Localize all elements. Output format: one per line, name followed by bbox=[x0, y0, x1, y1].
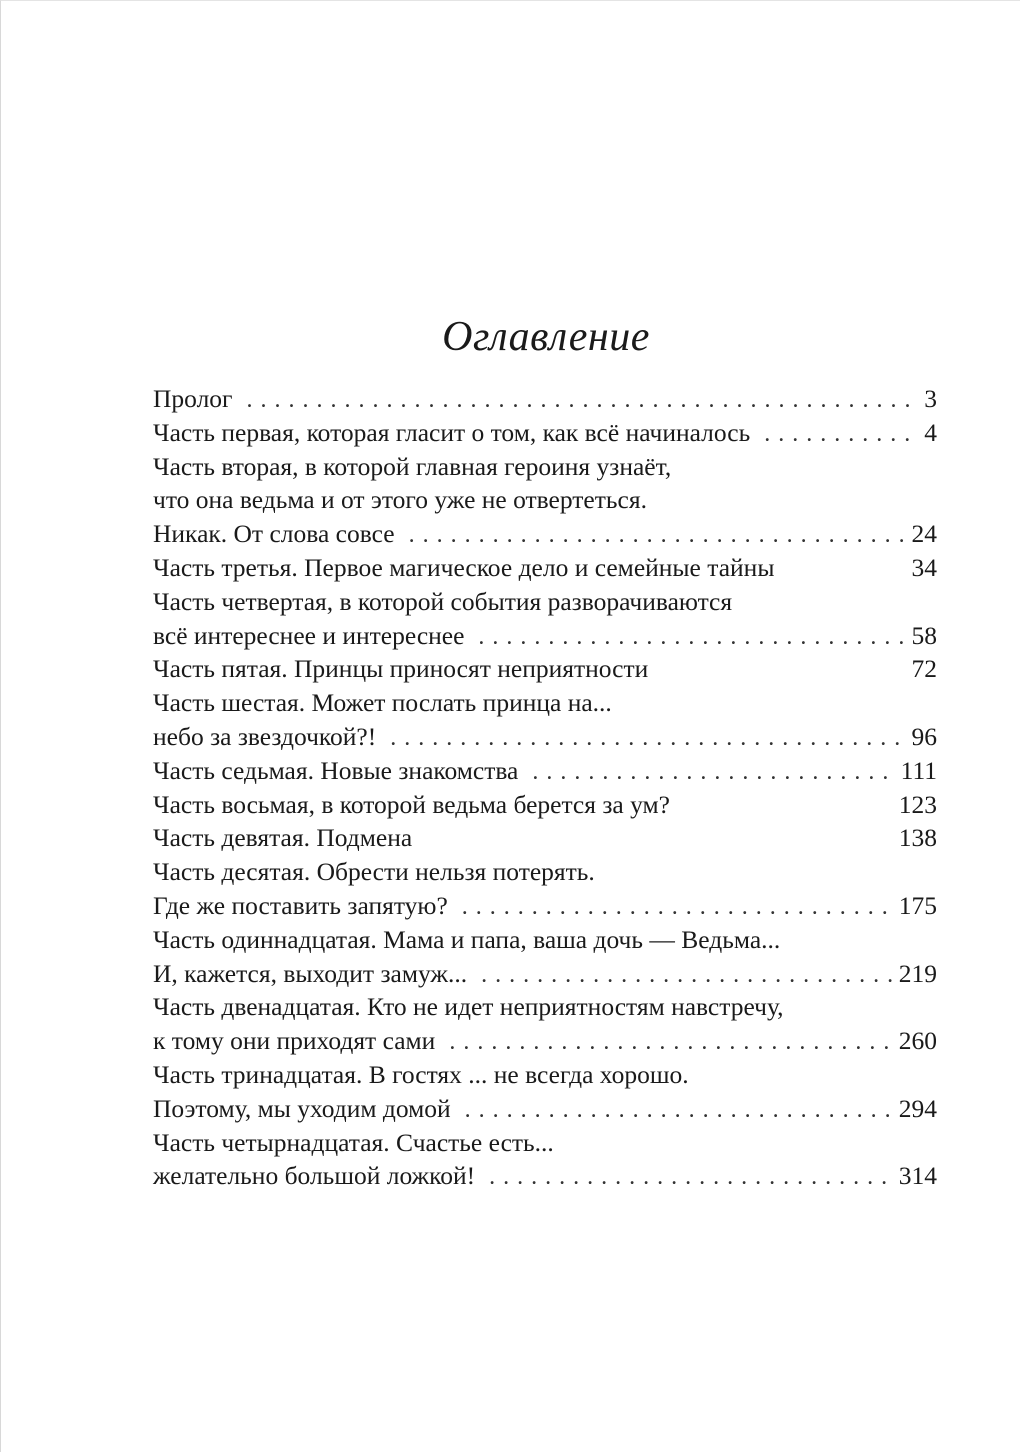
toc-list bbox=[153, 382, 937, 1193]
toc-entry-text: Часть шестая. Может послать принца на... bbox=[153, 688, 612, 718]
toc-page-number: 219 bbox=[898, 958, 937, 988]
toc-page-number: 314 bbox=[898, 1161, 937, 1191]
toc-line bbox=[153, 450, 937, 484]
toc-entry-text: желательно большой ложкой! bbox=[153, 1161, 476, 1191]
toc-page-number: 72 bbox=[911, 654, 937, 684]
toc-title: Оглавление bbox=[442, 314, 650, 360]
toc-entry-text: Поэтому, мы уходим домой bbox=[153, 1093, 451, 1123]
toc-entry-text: Часть первая, которая гласит о том, как всё начиналось bbox=[153, 417, 751, 447]
toc-page-number: 58 bbox=[911, 620, 937, 650]
dot-leader bbox=[465, 1094, 893, 1128]
toc-line bbox=[153, 1159, 937, 1193]
toc-page-number: 138 bbox=[898, 823, 937, 853]
dot-leader bbox=[449, 1026, 892, 1060]
toc-line bbox=[153, 652, 937, 686]
toc-entry-text: И, кажется, выходит замуж... bbox=[153, 958, 468, 988]
toc-entry-text: Часть пятая. Принцы приносят неприятности bbox=[153, 654, 649, 684]
dot-leader bbox=[489, 1161, 893, 1195]
toc-line bbox=[153, 990, 937, 1024]
toc-line bbox=[153, 619, 937, 653]
toc-line bbox=[153, 585, 937, 619]
toc-entry-text: Где же поставить запятую? bbox=[153, 890, 448, 920]
toc-entry-text: всё интереснее и интереснее bbox=[153, 620, 465, 650]
toc-line bbox=[153, 855, 937, 889]
dot-leader bbox=[390, 722, 905, 756]
toc-line bbox=[153, 754, 937, 788]
toc-page-number: 175 bbox=[898, 890, 937, 920]
toc-entry-text: Часть четырнадцатая. Счастье есть... bbox=[153, 1127, 554, 1157]
toc-line bbox=[153, 821, 937, 855]
toc-line bbox=[153, 686, 937, 720]
dot-leader bbox=[481, 959, 893, 993]
toc-line bbox=[153, 416, 937, 450]
toc-page-number: 3 bbox=[924, 384, 937, 413]
toc-page-number: 34 bbox=[911, 552, 937, 582]
toc-page-number: 294 bbox=[898, 1093, 937, 1123]
toc-page-number: 4 bbox=[924, 417, 937, 447]
toc-line bbox=[153, 1024, 937, 1058]
toc-entry-text: Часть третья. Первое магическое дело и семейные тайны bbox=[153, 552, 775, 582]
toc-page-number: 123 bbox=[898, 789, 937, 819]
dot-leader bbox=[247, 384, 919, 418]
toc-entry-text: Часть седьмая. Новые знакомства bbox=[153, 755, 519, 785]
toc-line bbox=[153, 788, 937, 822]
toc-page-number: 24 bbox=[911, 519, 937, 549]
dot-leader bbox=[764, 418, 918, 452]
toc-page-number: 111 bbox=[900, 755, 937, 785]
toc-entry-text: Часть восьмая, в которой ведьма берется за ум? bbox=[153, 789, 670, 819]
toc-line bbox=[153, 957, 937, 991]
toc-entry-text: небо за звездочкой?! bbox=[153, 721, 377, 751]
toc-entry-text: Часть десятая. Обрести нельзя потерять. bbox=[153, 857, 595, 887]
toc-entry-text: к тому они приходят сами bbox=[153, 1026, 436, 1056]
toc-entry-text: Часть вторая, в которой главная героиня узнаёт, bbox=[153, 451, 672, 481]
dot-leader bbox=[462, 891, 893, 925]
toc-entry-text: Пролог bbox=[153, 384, 233, 413]
toc-entry-text: Никак. От слова совсе bbox=[153, 519, 395, 549]
toc-page-number: 260 bbox=[898, 1026, 937, 1056]
dot-leader bbox=[478, 621, 905, 655]
toc-entry-text: что она ведьма и от этого уже не отвертеться. bbox=[153, 485, 647, 515]
toc-line bbox=[153, 720, 937, 754]
dot-leader bbox=[409, 519, 906, 553]
toc-line bbox=[153, 1092, 937, 1126]
toc-line bbox=[153, 1058, 937, 1092]
toc-entry-text: Часть четвертая, в которой события разворачиваются bbox=[153, 586, 733, 616]
dot-leader bbox=[532, 756, 894, 790]
toc-page-number: 96 bbox=[911, 721, 937, 751]
toc-line bbox=[153, 889, 937, 923]
toc-entry-text: Часть одиннадцатая. Мама и папа, ваша дочь — Ведьма... bbox=[153, 924, 781, 954]
toc-entry-text: Часть тринадцатая. В гостях ... не всегда хорошо. bbox=[153, 1059, 689, 1089]
toc-line bbox=[153, 483, 937, 517]
toc-line bbox=[153, 517, 937, 551]
toc-line bbox=[153, 551, 937, 585]
toc-line bbox=[153, 382, 937, 416]
toc-line bbox=[153, 923, 937, 957]
toc-entry-text: Часть девятая. Подмена bbox=[153, 823, 413, 853]
toc-entry-text: Часть двенадцатая. Кто не идет неприятностям навстречу, bbox=[153, 992, 784, 1022]
toc-line bbox=[153, 1126, 937, 1160]
